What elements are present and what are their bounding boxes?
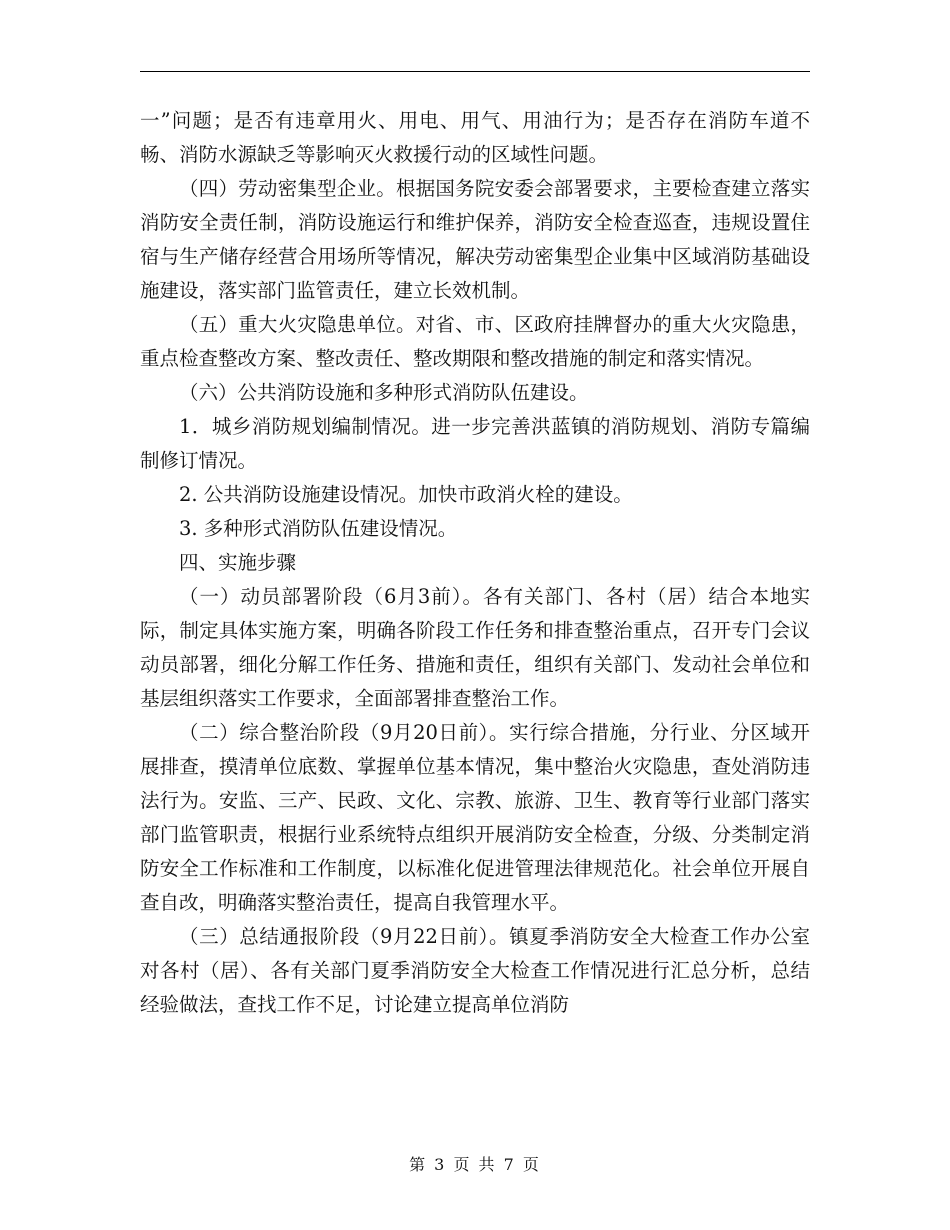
paragraph: （二）综合整治阶段（9月20日前）。实行综合措施，分行业、分区域开展排查，摸清单位底数、掌握单位基本情况，集中整治火灾隐患，查处消防违法行为。安监、三产、民政、文化、宗教、旅游、卫生、教育等行业部门落实部门监管职责，根据行业系统特点组织开展消防安全检查，分级、分类制定消防安全工作标准和工作制度，以标准化促进管理法律规范化。社会单位开展自查自改，明确落实整治责任，提高自我管理水平。: [140, 721, 810, 914]
paragraph: 2. 公共消防设施建设情况。加快市政消火栓的建设。: [179, 483, 633, 506]
document-body: [140, 104, 810, 1022]
paragraph: （五）重大火灾隐患单位。对省、市、区政府挂牌督办的重大火灾隐患，重点检查整改方案、整改责任、整改期限和整改措施的制定和落实情况。: [140, 313, 810, 370]
paragraph: 3. 多种形式消防队伍建设情况。: [179, 517, 458, 540]
paragraph: （一）动员部署阶段（6月3前）。各有关部门、各村（居）结合本地实际，制定具体实施方案，明确各阶段工作任务和排查整治重点，召开专门会议动员部署，细化分解工作任务、措施和责任，组织有关部门、发动社会单位和基层组织落实工作要求，全面部署排查整治工作。: [140, 585, 810, 710]
section-heading: 四、实施步骤: [179, 551, 297, 574]
paragraph: （四）劳动密集型企业。根据国务院安委会部署要求，主要检查建立落实消防安全责任制，消防设施运行和维护保养，消防安全检查巡查，违规设置住宿与生产储存经营合用场所等情况，解决劳动密集型企业集中区域消防基础设施建设，落实部门监管责任，建立长效机制。: [140, 177, 810, 302]
page-number-footer: 第 3 页 共 7 页: [409, 1155, 541, 1174]
paragraph: （三）总结通报阶段（9月22日前）。镇夏季消防安全大检查工作办公室对各村（居）、各有关部门夏季消防安全大检查工作情况进行汇总分析，总结经验做法，查找工作不足，讨论建立提高单位消防: [140, 925, 810, 1016]
paragraph: 1．城乡消防规划编制情况。进一步完善洪蓝镇的消防规划、消防专篇编制修订情况。: [140, 415, 810, 472]
paragraph: 一”问题；是否有违章用火、用电、用气、用油行为；是否存在消防车道不畅、消防水源缺乏等影响灭火救援行动的区域性问题。: [140, 109, 810, 166]
paragraph: （六）公共消防设施和多种形式消防队伍建设。: [179, 381, 589, 404]
header-rule: [140, 71, 810, 72]
